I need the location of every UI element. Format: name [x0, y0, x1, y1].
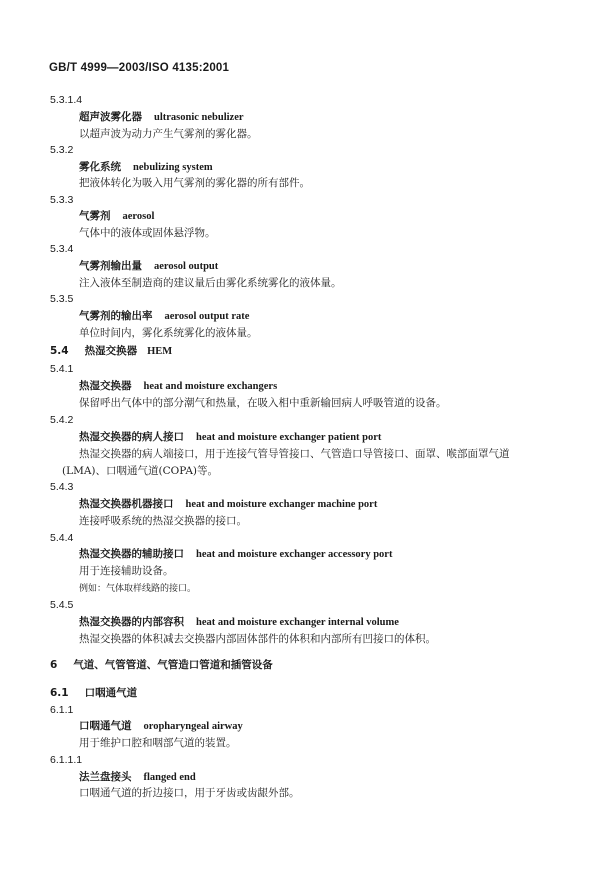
term-en: nebulizing system	[133, 162, 213, 173]
term-zh: 雾化系统	[79, 161, 121, 173]
definition: 把液体转化为吸入用气雾剂的雾化器的所有部件。	[79, 177, 310, 189]
definition: 热湿交换器的病人端接口，用于连接气管导管接口、气管造口导管接口、面罩、喉部面罩气道	[79, 448, 510, 460]
term-zh: 口咽通气道	[79, 720, 132, 732]
section-heading	[50, 686, 137, 700]
section-number: 5.4	[50, 345, 69, 357]
clause-number: 5.3.1.4	[50, 94, 83, 106]
section-heading	[50, 344, 172, 359]
clause-number: 5.4.5	[50, 599, 74, 611]
note-example: 例如：气体取样线路的接口。	[79, 584, 197, 594]
definition: 连接呼吸系统的热湿交换器的接口。	[79, 515, 247, 527]
term-heading	[79, 770, 196, 785]
definition-continuation: (LMA)、口咽通气道(COPA)等。	[62, 465, 219, 477]
chapter-heading	[50, 658, 273, 672]
clause-number: 5.4.4	[50, 532, 74, 544]
clause-number: 5.4.2	[50, 414, 74, 426]
section-title: 口咽通气道	[84, 687, 138, 699]
term-en: heat and moisture exchanger patient port	[196, 432, 382, 443]
term-heading	[79, 379, 277, 394]
term-en: heat and moisture exchanger machine port	[185, 499, 378, 510]
term-zh: 热湿交换器的内部容积	[79, 616, 184, 628]
definition: 单位时间内，雾化系统雾化的液体量。	[79, 327, 258, 339]
term-zh: 超声波雾化器	[79, 111, 142, 123]
term-zh: 法兰盘接头	[79, 771, 132, 783]
term-heading	[79, 615, 399, 630]
term-en: ultrasonic nebulizer	[154, 112, 244, 123]
term-en: flanged end	[143, 772, 196, 783]
definition: 用于连接辅助设备。	[79, 565, 174, 577]
term-en: heat and moisture exchangers	[143, 381, 278, 392]
clause-number: 5.4.1	[50, 363, 74, 375]
section-title-en: HEM	[147, 346, 173, 357]
term-en: heat and moisture exchanger internal volume	[196, 617, 399, 628]
term-heading	[79, 259, 218, 274]
term-en: aerosol output rate	[164, 311, 250, 322]
term-en: aerosol output	[154, 261, 219, 272]
section-number: 6.1	[50, 687, 69, 699]
chapter-title: 气道、气管管道、气管造口管道和插管设备	[73, 659, 273, 671]
definition: 注入液体至制造商的建议量后由雾化系统雾化的液体量。	[79, 277, 342, 289]
section-title-zh: 热湿交换器	[84, 345, 138, 357]
definition: 气体中的液体或固体悬浮物。	[79, 227, 216, 239]
term-heading	[79, 547, 392, 562]
term-en: aerosol	[122, 211, 155, 222]
term-heading	[79, 430, 381, 445]
term-en: heat and moisture exchanger accessory port	[196, 549, 393, 560]
definition: 用于维护口腔和咽部气道的装置。	[79, 737, 237, 749]
definition: 以超声波为动力产生气雾剂的雾化器。	[79, 128, 258, 140]
term-heading	[79, 497, 377, 512]
term-zh: 气雾剂	[79, 210, 111, 222]
term-heading	[79, 719, 243, 734]
clause-number: 5.4.3	[50, 481, 74, 493]
definition: 热湿交换器的体积减去交换器内部固体部件的体积和内部所有凹接口的体积。	[79, 633, 436, 645]
term-zh: 热湿交换器的病人接口	[79, 431, 184, 443]
clause-number: 5.3.3	[50, 194, 74, 206]
term-zh: 气雾剂的输出率	[79, 310, 153, 322]
term-en: oropharyngeal airway	[143, 721, 243, 732]
term-heading	[79, 110, 244, 125]
term-heading	[79, 160, 213, 175]
clause-number: 5.3.4	[50, 243, 74, 255]
term-zh: 气雾剂输出量	[79, 260, 142, 272]
term-zh: 热湿交换器的辅助接口	[79, 548, 184, 560]
term-zh: 热湿交换器	[79, 380, 132, 392]
definition: 口咽通气道的折边接口，用于牙齿或齿龈外部。	[79, 787, 300, 799]
term-zh: 热湿交换器机器接口	[79, 498, 174, 510]
clause-number: 5.3.5	[50, 293, 74, 305]
clause-number: 5.3.2	[50, 144, 74, 156]
term-heading	[79, 209, 154, 224]
standard-header: GB/T 4999—2003/ISO 4135:2001	[49, 62, 230, 74]
chapter-number: 6	[50, 659, 58, 671]
clause-number: 6.1.1	[50, 704, 74, 716]
definition: 保留呼出气体中的部分潮气和热量，在吸入相中重新输回病人呼吸管道的设备。	[79, 397, 447, 409]
term-heading	[79, 309, 249, 324]
clause-number: 6.1.1.1	[50, 754, 83, 766]
